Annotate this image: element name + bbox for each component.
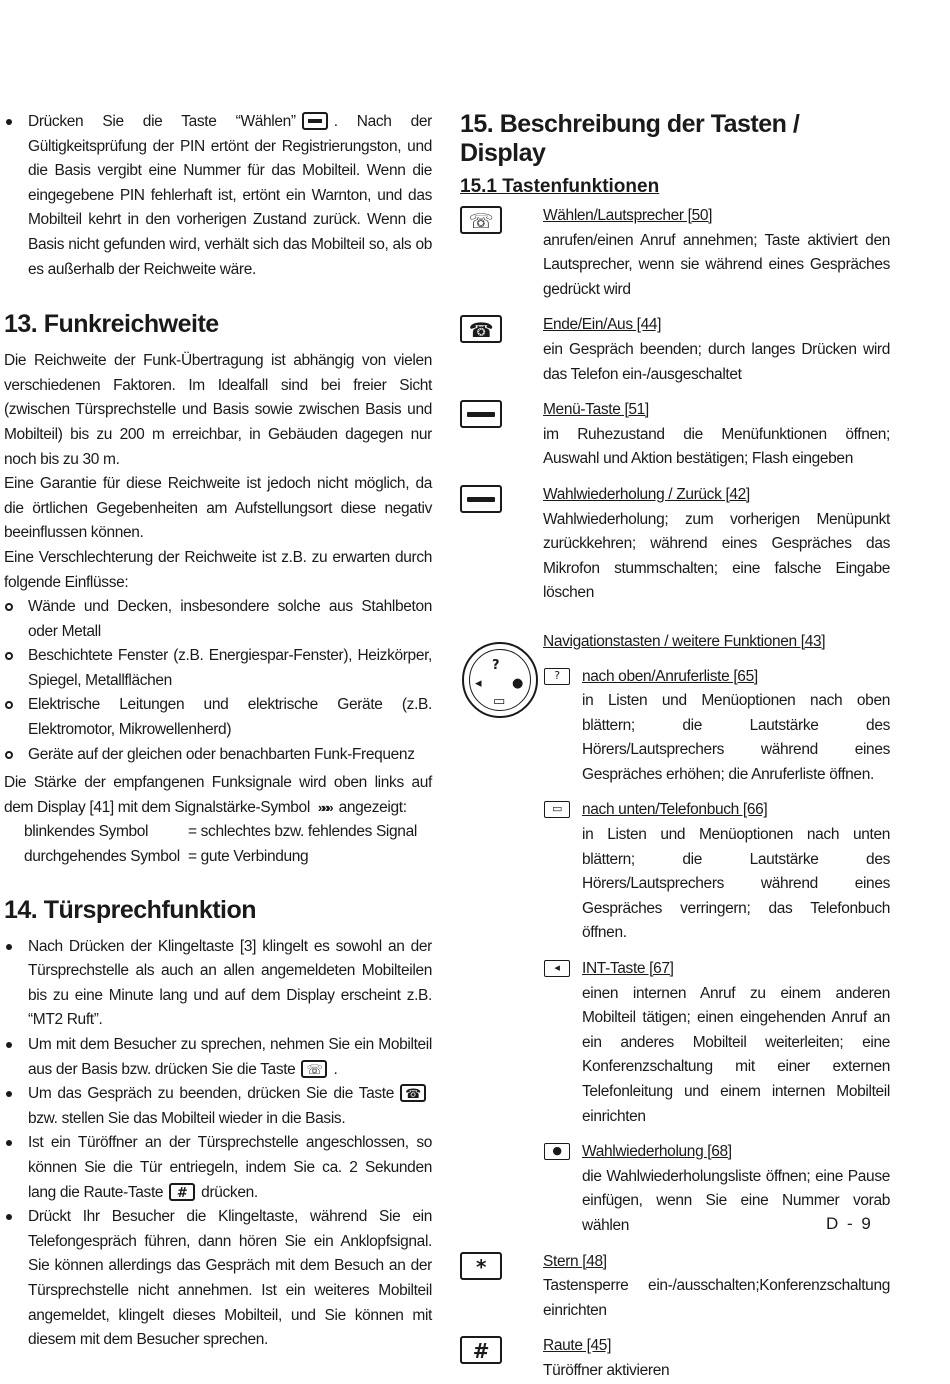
- section-13-title: 13. Funkreichweite: [4, 310, 219, 339]
- end-power-icon: ☎: [400, 1084, 426, 1102]
- legend-key: durchgehendes Symbol: [24, 848, 180, 866]
- intro-text-a: Drücken Sie die Taste “Wählen”: [28, 113, 296, 130]
- key-entry: [460, 1250, 890, 1324]
- int-key-icon: ◂: [544, 960, 570, 977]
- item-text: .: [333, 1060, 338, 1078]
- nav-entry: [460, 798, 890, 946]
- signal-text-a: Die Stärke der empfangenen Funksignale wird oben links auf dem Display [41] mit dem Signalstärke-Symbol: [4, 774, 432, 816]
- nav-entry: [460, 957, 890, 1129]
- intro-text-b: . Nach der Gültigkeitsprüfung der PIN ertönt der Registrierungston, und die Basis vergibt eine Nummer für das Mobilteil. Wenn die eingegebene PIN fehlerhaft ist, ertönt ein Warnton, und das Mobilteil kehrt in den vorherigen Zustand zurück. Wenn die Basis nicht gefunden wird, verhält sich das Mobilteil so, als ob es außerhalb der Reichweite wäre.: [28, 113, 432, 278]
- key-description: Wahlwiederholung; zum vorherigen Menüpunkt zurückkehren; während eines Gespräches das Mikrofon stummschalten; eine falsche Eingabe löschen: [543, 510, 890, 602]
- item-text: Um mit dem Besucher zu sprechen, nehmen Sie ein Mobilteil aus der Basis bzw. drücken Sie die Taste: [28, 1036, 432, 1078]
- key-list: [460, 204, 890, 1384]
- nav-description: einen internen Anruf zu einem anderen Mobilteil tätigen; einen eingehenden Anruf an ein anderes Mobilteil weiterleiten; eine Konferenzschaltung mit einer externen Telefonleitung und einem internen Mobilteil einrichten: [582, 984, 890, 1125]
- item-text: drücken.: [201, 1183, 258, 1201]
- menu-key-icon: [302, 112, 328, 130]
- nav-title: nach unten/Telefonbuch [66]: [582, 801, 768, 819]
- handset-speaker-icon: ☏: [460, 206, 502, 234]
- list-item: Geräte auf der gleichen oder benachbarten Funk-Frequenz: [4, 743, 432, 768]
- key-title: Wahlwiederholung / Zurück [42]: [543, 485, 750, 503]
- left-column: [4, 110, 432, 1353]
- item-text: bzw. stellen Sie das Mobilteil wieder in die Basis.: [28, 1109, 346, 1127]
- end-power-icon: ☎: [460, 315, 502, 343]
- list-item: Beschichtete Fenster (z.B. Energiespar-Fenster), Heizkörper, Spiegel, Metallflächen: [4, 644, 432, 693]
- intro-list: [4, 110, 432, 282]
- nav-description: in Listen und Menüoptionen nach unten blättern; die Lautstärke des Hörers/Lautsprechers während eines Gespräches verringern; das Telefonbuch öffnen.: [582, 826, 890, 942]
- handset-speaker-icon: ☏: [301, 1060, 327, 1078]
- signal-legend-row: [4, 845, 432, 870]
- key-entry: [460, 1334, 890, 1383]
- section-15-1-title: 15.1 Tastenfunktionen: [460, 176, 660, 197]
- list-item: Nach Drücken der Klingeltaste [3] klingelt es sowohl an der Türsprechstelle als auch an allen angemeldeten Mobilteilen bis zu eine Minute lang und auf dem Display erscheint z.B. “MT2 Ruft”.: [4, 935, 432, 1033]
- legend-key: blinkendes Symbol: [24, 823, 149, 841]
- list-item: [4, 1131, 432, 1205]
- intro-bullet: [4, 110, 432, 282]
- influence-list: [4, 595, 432, 767]
- key-title: Menü-Taste [51]: [543, 401, 649, 419]
- key-entry: [460, 204, 890, 302]
- list-item: [4, 1082, 432, 1131]
- nav-description: in Listen und Menüoptionen nach oben blättern; die Lautstärke des Hörers/Lautsprechers während eines Gespräches erhöhen; die Anruferliste öffnen.: [582, 692, 890, 783]
- nav-entry: [460, 665, 890, 788]
- redial-back-key-icon: [460, 485, 502, 513]
- key-entry: [460, 483, 890, 606]
- caller-list-icon: ?: [544, 668, 570, 685]
- navigation-keys-icon: ? ◂ ● ▭: [462, 642, 538, 718]
- star-key-icon: *: [460, 1252, 502, 1280]
- key-title: Stern [48]: [543, 1252, 607, 1270]
- page-number: D - 9: [826, 1214, 873, 1233]
- list-item: [4, 1033, 432, 1082]
- nav-title: Wahlwiederholung [68]: [582, 1143, 732, 1161]
- key-description: im Ruhezustand die Menüfunktionen öffnen; Auswahl und Aktion bestätigen; Flash eingeben: [543, 425, 890, 468]
- section-13-body: [4, 349, 432, 869]
- signal-strength-icon: »»»: [317, 799, 331, 815]
- key-title: Wählen/Lautsprecher [50]: [543, 207, 713, 224]
- item-text: Um das Gespräch zu beenden, drücken Sie die Taste: [28, 1085, 394, 1103]
- key-title: Raute [45]: [543, 1337, 612, 1355]
- key-title: Ende/Ein/Aus [44]: [543, 316, 662, 334]
- s13-paragraph: Eine Verschlechterung der Reichweite ist z.B. zu erwarten durch folgende Einflüsse:: [4, 548, 432, 591]
- key-description: ein Gespräch beenden; durch langes Drücken wird das Telefon ein-/ausgeschaltet: [543, 340, 890, 383]
- key-entry: [460, 398, 890, 472]
- s13-paragraph: Die Reichweite der Funk-Übertragung ist abhängig von vielen verschiedenen Faktoren. Im Idealfall sind bei freier Sicht (zwischen Türsprechstelle und Basis sowie zwischen Basis und Mobilteil) bis zu 200 m erreichbar, in Gebäuden dagegen nur noch bis zu 30 m.: [4, 352, 432, 468]
- s13-paragraph: [4, 771, 432, 820]
- section-14-title: 14. Türsprechfunktion: [4, 895, 257, 924]
- key-description: Türöffner aktivieren: [543, 1361, 670, 1379]
- nav-title: INT-Taste [67]: [582, 960, 674, 978]
- menu-key-icon: [460, 400, 502, 428]
- key-description: anrufen/einen Anruf annehmen; Taste aktiviert den Lautsprecher, wenn sie während eines Gespräches gedrückt wird: [543, 231, 890, 298]
- key-entry: [460, 313, 890, 387]
- phonebook-icon: ▭: [544, 801, 570, 818]
- hash-key-icon: #: [169, 1183, 195, 1201]
- signal-legend-row: [4, 820, 432, 845]
- section-15-title: 15. Beschreibung der Tasten / Display: [460, 110, 800, 167]
- right-column: [460, 110, 890, 1384]
- key-description: Tastensperre ein-/ausschalten;Konferenzschaltung einrichten: [543, 1277, 890, 1319]
- nav-description: die Wahlwiederholungsliste öffnen; eine Pause einfügen, wenn Sie eine Nummer vorab wählen: [582, 1167, 890, 1234]
- legend-value: = gute Verbindung: [188, 848, 309, 866]
- section-14-list: [4, 935, 432, 1353]
- s13-paragraph: Eine Garantie für diese Reichweite ist jedoch nicht möglich, da die örtlichen Gegebenheiten am Aufstellungsort diese negativ beeinflussen können.: [4, 475, 432, 542]
- navigation-title: Navigationstasten / weitere Funktionen [43]: [543, 632, 826, 650]
- hash-key-icon: #: [460, 1336, 502, 1364]
- nav-title: nach oben/Anruferliste [65]: [582, 667, 758, 685]
- list-item: Elektrische Leitungen und elektrische Geräte (z.B. Elektromotor, Mikrowellenherd): [4, 693, 432, 742]
- signal-text-b: angezeigt:: [338, 798, 407, 816]
- list-item: Drückt Ihr Besucher die Klingeltaste, während Sie ein Telefongespräch führen, dann hören Sie ein Anklopfsignal. Sie können allerdings das Gespräch mit dem Besuch an der Türsprechstelle nicht annehmen. Ist ein weiteres Mobilteil angemeldet, klingelt dieses Mobilteil, und Sie können mit diesem mit dem Besucher sprechen.: [4, 1205, 432, 1353]
- navigation-section: [460, 630, 890, 1239]
- redial-list-icon: ●: [544, 1143, 570, 1160]
- item-text: Ist ein Türöffner an der Türsprechstelle angeschlossen, so können Sie die Tür entriegeln, indem Sie ca. 2 Sekunden lang die Raute-Taste: [28, 1134, 432, 1201]
- legend-value: = schlechtes bzw. fehlendes Signal: [188, 823, 417, 841]
- list-item: Wände und Decken, insbesondere solche aus Stahlbeton oder Metall: [4, 595, 432, 644]
